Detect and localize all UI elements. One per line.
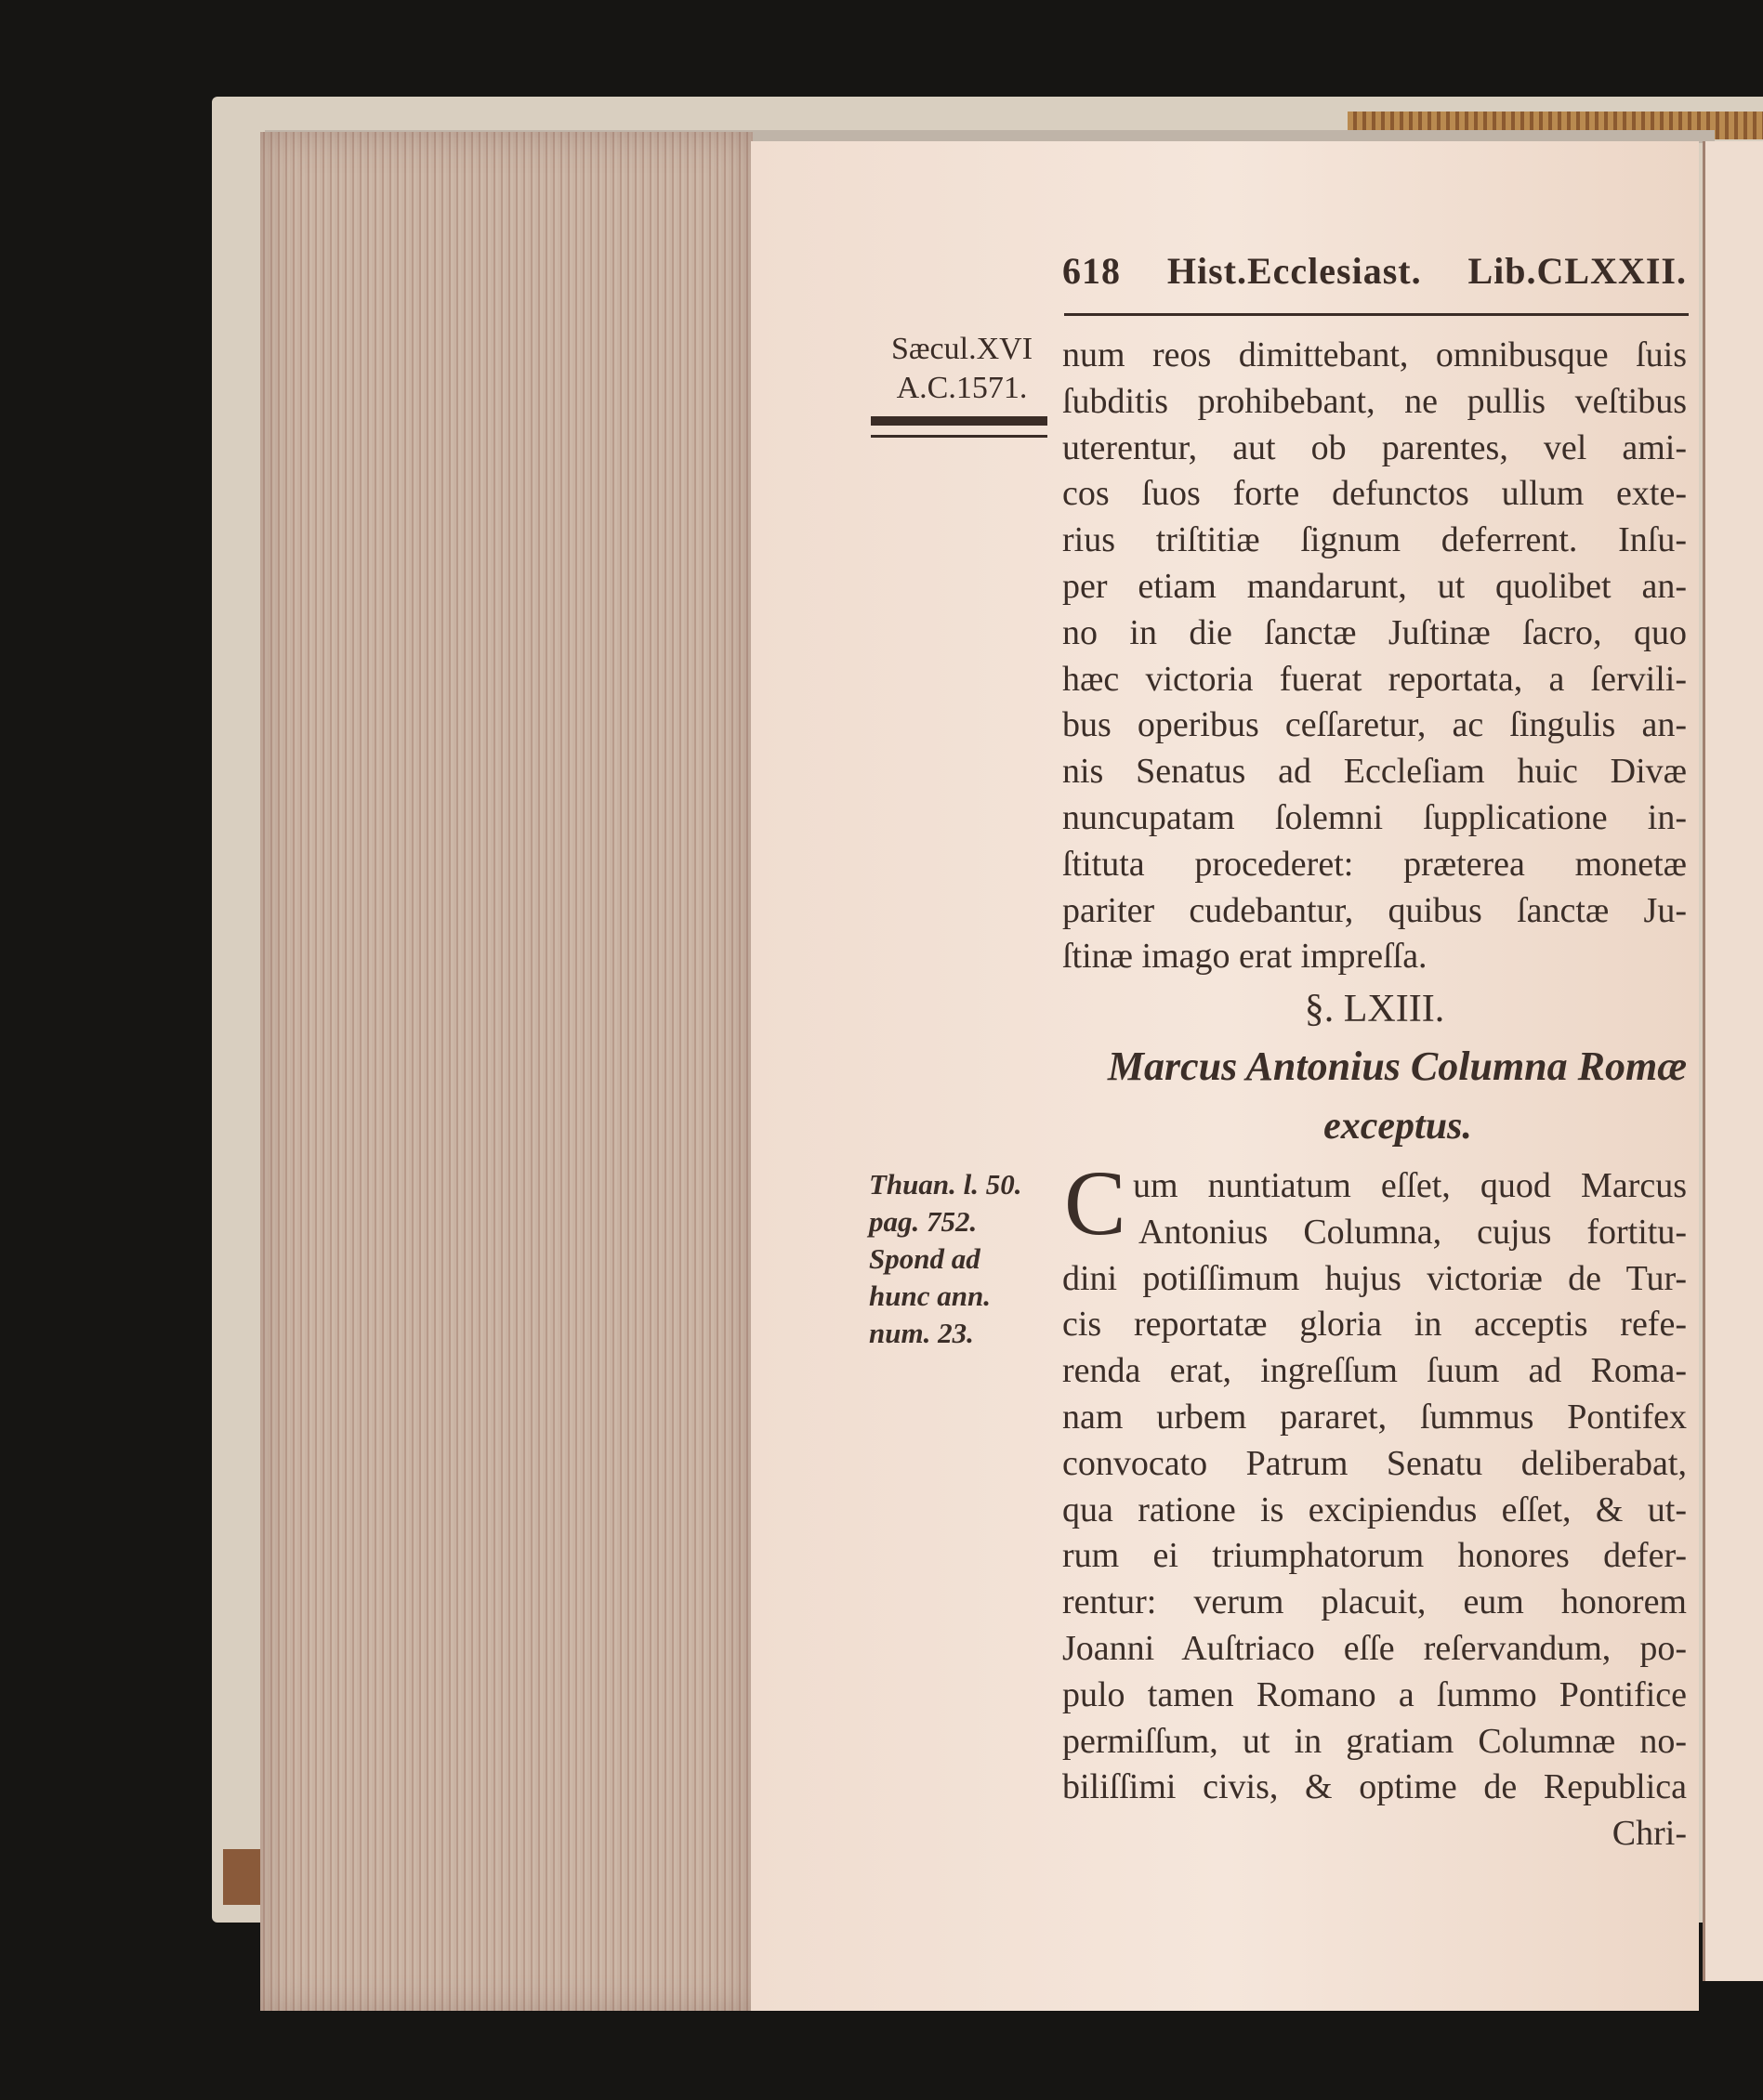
text-line: nuncupatam ſolemni ſupplicatione in- — [1062, 797, 1687, 837]
text-line: uterentur, aut ob parentes, vel ami- — [1062, 427, 1687, 467]
text-line: nam urbem pararet, ſummus Pontifex — [1062, 1397, 1687, 1437]
drop-cap: C — [1064, 1151, 1126, 1254]
text-line: nis Senatus ad Eccleſiam huic Divæ — [1062, 752, 1687, 792]
paragraph-2 — [1062, 1163, 1687, 1857]
text-line: Joanni Auſtriaco eſſe reſervandum, po- — [1062, 1628, 1687, 1668]
margin-date-note — [869, 330, 1055, 408]
margin-year: A.C.1571. — [896, 371, 1028, 405]
margin-century: Sæcul.XVI — [890, 332, 1033, 366]
section-title-line1: Marcus Antonius Columna Romæ — [1107, 1043, 1687, 1089]
margin-ref-line: hunc ann. — [869, 1280, 991, 1312]
text-line: Antonius Columna, cujus fortitu- — [1138, 1212, 1687, 1252]
text-line: ſtituta procederet: præterea monetæ — [1062, 844, 1687, 884]
text-line: ſubditis prohibebant, ne pullis veſtibus — [1062, 381, 1687, 421]
margin-reference — [869, 1166, 1022, 1352]
margin-ref-line: Spond ad — [869, 1242, 980, 1275]
text-line: permiſſum, ut in gratiam Columnæ no- — [1062, 1721, 1687, 1761]
paragraph-1 — [1062, 333, 1687, 980]
text-line: pulo tamen Romano a ſummo Pontifice — [1062, 1674, 1687, 1714]
text-line: num reos dimittebant, omnibusque ſuis — [1062, 335, 1687, 374]
text-line: cis reportatæ gloria in acceptis refe- — [1062, 1305, 1687, 1345]
text-line: rentur: verum placuit, eum honorem — [1062, 1582, 1687, 1622]
running-title: Hist.Ecclesiast. — [1166, 250, 1422, 292]
running-header — [1062, 249, 1687, 295]
text-line: hæc victoria fuerat reportata, a ſervili- — [1062, 659, 1687, 699]
section-number: §. LXIII. — [1304, 988, 1445, 1030]
book-number: Lib.CLXXII. — [1467, 250, 1687, 292]
facing-page-edge — [1703, 141, 1763, 1981]
margin-rule-thin — [871, 435, 1047, 438]
text-line: dini potiſſimum hujus victoriæ de Tur- — [1062, 1258, 1687, 1298]
text-line: qua ratione is excipiendus eſſet, & ut- — [1062, 1490, 1687, 1529]
margin-ref-line: Thuan. l. 50. — [869, 1168, 1022, 1201]
margin-ref-line: pag. 752. — [869, 1205, 978, 1238]
page-number: 618 — [1062, 250, 1121, 292]
margin-rule-thick — [871, 416, 1047, 426]
catchword: Chri- — [1612, 1814, 1687, 1854]
header-rule — [1064, 313, 1689, 316]
margin-ref-line: num. 23. — [869, 1317, 974, 1349]
text-line: rum ei triumphatorum honores defer- — [1062, 1536, 1687, 1576]
text-line: rius triſtitiæ ſignum deferrent. Inſu- — [1062, 520, 1687, 560]
text-line: pariter cudebantur, quibus ſanctæ Ju- — [1062, 890, 1687, 930]
text-line: no in die ſanctæ Juſtinæ ſacro, quo — [1062, 612, 1687, 652]
text-line: um nuntiatum eſſet, quod Marcus — [1133, 1166, 1687, 1205]
text-line: per etiam mandarunt, ut quolibet an- — [1062, 566, 1687, 606]
text-line: renda erat, ingreſſum ſuum ad Roma- — [1062, 1351, 1687, 1391]
text-line: cos ſuos forte defunctos ullum exte- — [1062, 474, 1687, 514]
text-line: convocato Patrum Senatu deliberabat, — [1062, 1443, 1687, 1483]
page-fore-edges — [260, 132, 753, 2011]
text-line: bus operibus ceſſaretur, ac ſingulis an- — [1062, 705, 1687, 745]
text-line: biliſſimi civis, & optime de Republica — [1062, 1767, 1687, 1807]
text-line: ſtinæ imago erat impreſſa. — [1062, 937, 1428, 977]
section-title-line2: exceptus. — [1323, 1105, 1472, 1148]
